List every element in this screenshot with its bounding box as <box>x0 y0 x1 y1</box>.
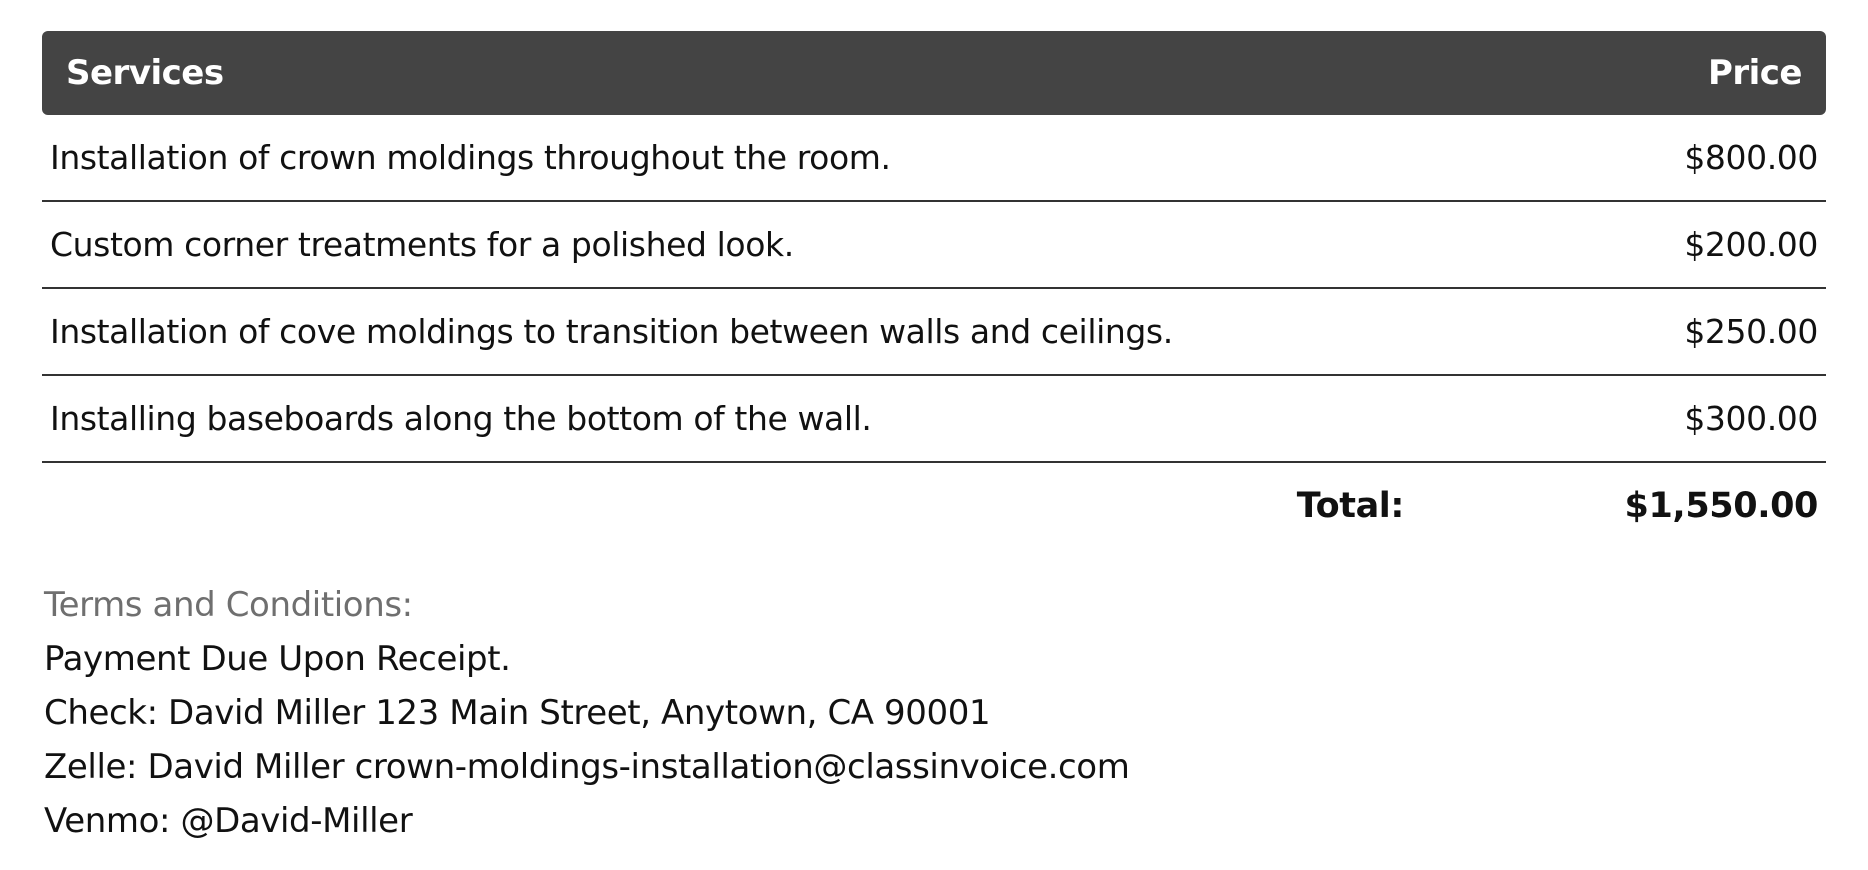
table-header <box>42 31 1826 115</box>
zelle-payment-line: Zelle: David Miller crown-moldings-installation@classinvoice.com <box>44 747 1130 787</box>
service-price: $300.00 <box>1442 375 1826 462</box>
table-row <box>42 288 1826 375</box>
venmo-payment-line: Venmo: @David-Miller <box>44 801 413 841</box>
table-row <box>42 375 1826 462</box>
payment-due-line: Payment Due Upon Receipt. <box>44 639 511 679</box>
total-row <box>42 462 1826 549</box>
service-description: Installation of crown moldings throughout the room. <box>42 115 1442 201</box>
service-description: Installation of cove moldings to transition between walls and ceilings. <box>42 288 1442 375</box>
total-label: Total: <box>1296 486 1404 526</box>
check-payment-line: Check: David Miller 123 Main Street, Anytown, CA 90001 <box>44 693 991 733</box>
table-row <box>42 115 1826 201</box>
services-table <box>42 31 1826 549</box>
service-price: $200.00 <box>1442 201 1826 288</box>
terms-heading: Terms and Conditions: <box>44 585 413 625</box>
total-value: $1,550.00 <box>1624 486 1818 526</box>
service-description: Installing baseboards along the bottom of the wall. <box>42 375 1442 462</box>
service-price: $250.00 <box>1442 288 1826 375</box>
table-body <box>42 115 1826 549</box>
price-column-header: Price <box>1442 31 1826 115</box>
services-column-header: Services <box>42 31 1442 115</box>
service-price: $800.00 <box>1442 115 1826 201</box>
table-row <box>42 201 1826 288</box>
table-header-row <box>42 31 1826 115</box>
terms-section <box>44 578 1129 848</box>
service-description: Custom corner treatments for a polished look. <box>42 201 1442 288</box>
